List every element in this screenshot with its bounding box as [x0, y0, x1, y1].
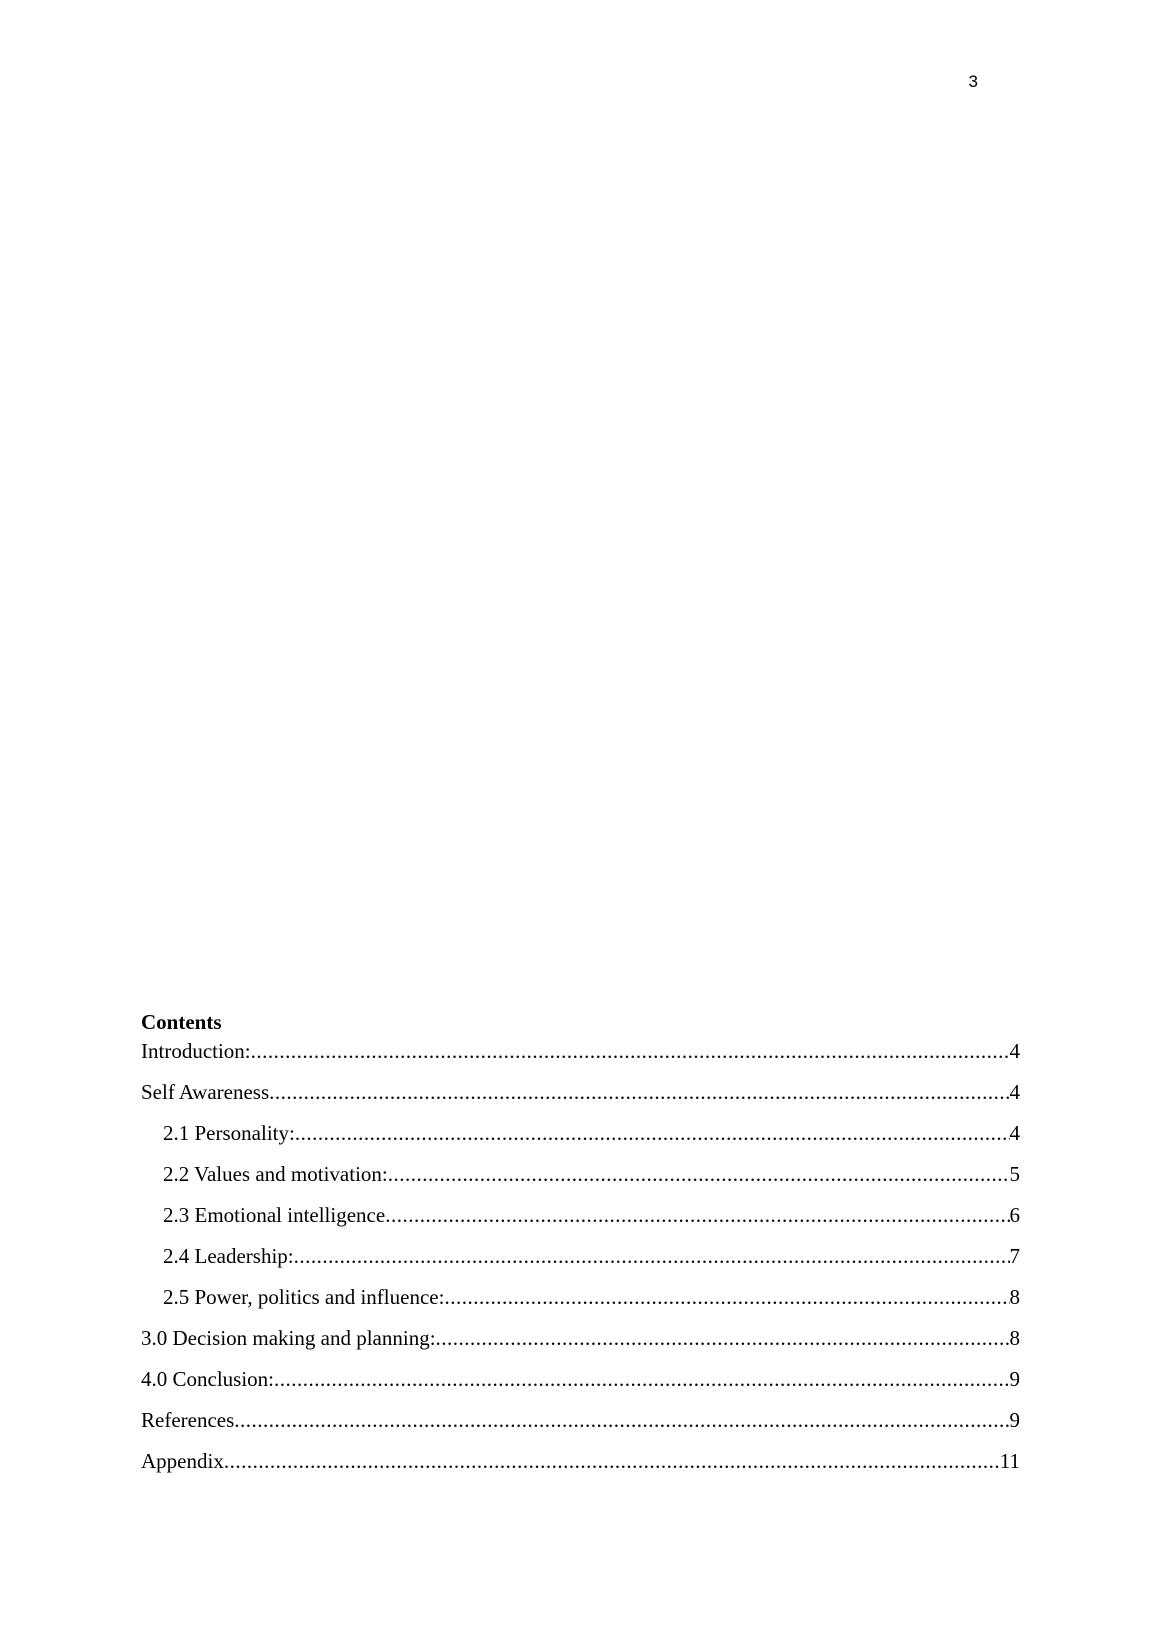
- toc-entry-personality[interactable]: [141, 1120, 1020, 1161]
- toc-dot-leader: [444, 1284, 1009, 1310]
- toc-entry-page: 7: [1009, 1244, 1020, 1268]
- toc-entry-page: 9: [1009, 1367, 1020, 1391]
- toc-entry-label: 2.4 Leadership:: [163, 1244, 294, 1268]
- toc-dot-leader: [234, 1407, 1009, 1433]
- toc-entry-label: 2.3 Emotional intelligence: [163, 1203, 386, 1227]
- toc-entry-label: 2.2 Values and motivation:: [163, 1162, 388, 1186]
- toc-entry-leadership[interactable]: [141, 1243, 1020, 1284]
- toc-entry-page: 4: [1009, 1121, 1020, 1145]
- toc-entry-label: Self Awareness: [141, 1080, 270, 1104]
- toc-dot-leader: [269, 1079, 1009, 1105]
- toc-entry-label: 2.5 Power, politics and influence:: [163, 1285, 445, 1309]
- toc-dot-leader: [294, 1243, 1010, 1269]
- toc-entry-label: Appendix: [141, 1449, 224, 1473]
- toc-entry-page: 4: [1009, 1039, 1020, 1063]
- table-of-contents: [141, 1009, 1020, 1489]
- toc-dot-leader: [251, 1038, 1010, 1064]
- toc-dot-leader: [388, 1161, 1010, 1187]
- toc-entry-label: 3.0 Decision making and planning:: [141, 1326, 436, 1350]
- toc-entry-decision-making[interactable]: [141, 1325, 1020, 1366]
- toc-entry-values-and-motivation[interactable]: [141, 1161, 1020, 1202]
- toc-entry-page: 11: [999, 1449, 1020, 1473]
- toc-entry-page: 5: [1009, 1162, 1020, 1186]
- toc-entry-power-politics-influence[interactable]: [141, 1284, 1020, 1325]
- toc-heading: Contents: [141, 1010, 222, 1034]
- toc-entry-page: 6: [1009, 1203, 1020, 1227]
- toc-entry-page: 9: [1009, 1408, 1020, 1432]
- toc-entry-self-awareness[interactable]: [141, 1079, 1020, 1120]
- page-number: 3: [968, 72, 978, 91]
- toc-entry-introduction[interactable]: [141, 1038, 1020, 1079]
- toc-dot-leader: [385, 1202, 1009, 1228]
- toc-entry-label: 2.1 Personality:: [163, 1121, 295, 1145]
- toc-entry-label: Introduction:: [141, 1039, 251, 1063]
- toc-entry-label: References: [141, 1408, 235, 1432]
- toc-entry-appendix[interactable]: [141, 1448, 1020, 1489]
- toc-entry-page: 4: [1009, 1080, 1020, 1104]
- toc-entry-references[interactable]: [141, 1407, 1020, 1448]
- toc-dot-leader: [295, 1120, 1010, 1146]
- toc-dot-leader: [436, 1325, 1010, 1351]
- toc-entry-conclusion[interactable]: [141, 1366, 1020, 1407]
- toc-dot-leader: [224, 1448, 1000, 1474]
- toc-dot-leader: [274, 1366, 1009, 1392]
- toc-entry-emotional-intelligence[interactable]: [141, 1202, 1020, 1243]
- toc-entry-page: 8: [1009, 1285, 1020, 1309]
- toc-entry-page: 8: [1009, 1326, 1020, 1350]
- toc-entry-label: 4.0 Conclusion:: [141, 1367, 275, 1391]
